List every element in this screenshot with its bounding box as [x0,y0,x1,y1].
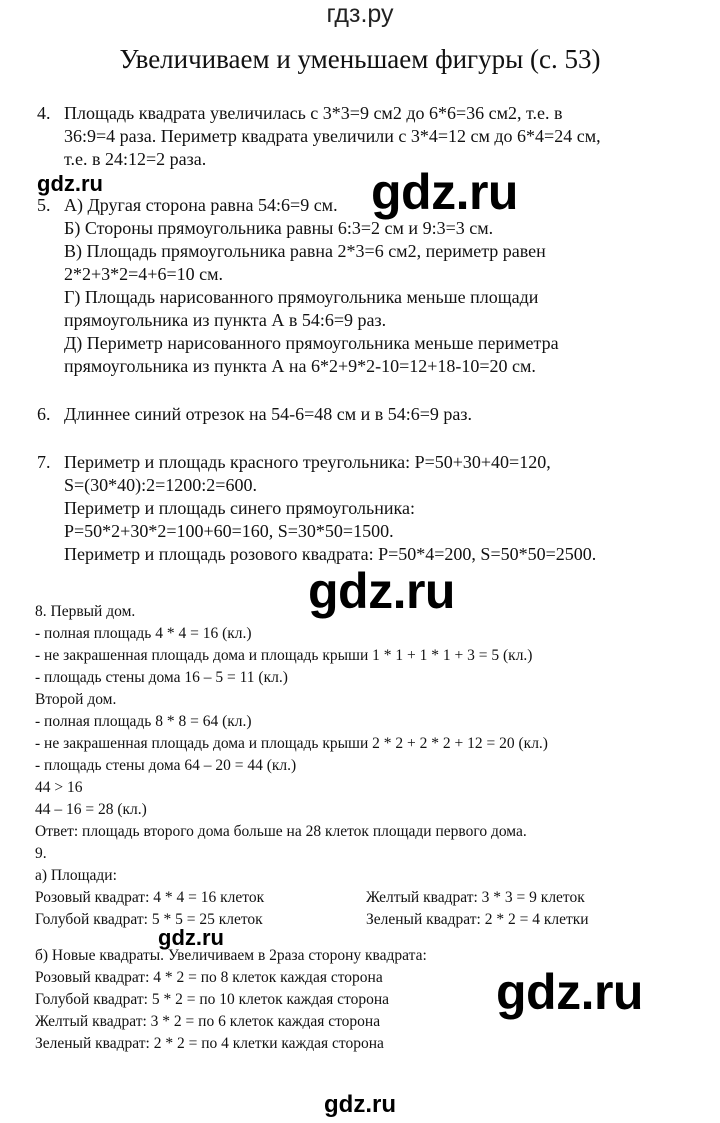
task-8-line: - площадь стены дома 64 – 20 = 44 (кл.) [35,757,297,774]
task-9-a-right [366,887,589,931]
task-9-b-line: Розовый квадрат: 4 * 2 = по 8 клеток каждая сторона [35,969,383,986]
task-4-number: 4. [37,103,51,123]
page-title: Увеличиваем и уменьшаем фигуры (с. 53) [119,44,601,74]
task-7-line: S=(30*40):2=1200:2=600. [64,475,257,495]
task-8-line: - не закрашенная площадь дома и площадь крыши 1 * 1 + 1 * 1 + 3 = 5 (кл.) [35,647,533,664]
task-5-line: 2*2+3*2=4+6=10 см. [64,264,223,284]
task-9-a-line: Голубой квадрат: 5 * 5 = 25 клеток [35,911,263,928]
task-8-line: 8. Первый дом. [35,603,136,620]
task-5-number: 5. [37,195,51,215]
task-4-line: Площадь квадрата увеличилась с 3*3=9 см2 до 6*6=36 см2, т.е. в [64,103,563,123]
site-header: гдз.ру [326,0,394,28]
task-8-line: - площадь стены дома 16 – 5 = 11 (кл.) [35,669,288,686]
task-7-line: Периметр и площадь розового квадрата: P=50*4=200, S=50*50=2500. [64,544,597,564]
task-9-b-line: Зеленый квадрат: 2 * 2 = по 4 клетки каждая сторона [35,1035,384,1052]
task-5-text [64,194,559,378]
task-8-line: Ответ: площадь второго дома больше на 28 клеток площади первого дома. [35,823,527,840]
task-9-b-line: б) Новые квадраты. Увеличиваем в 2раза сторону квадрата: [35,947,427,964]
task-8-line: - не закрашенная площадь дома и площадь крыши 2 * 2 + 2 * 2 + 12 = 20 (кл.) [35,735,548,752]
task-4-line: т.е. в 24:12=2 раза. [64,149,207,169]
task-5-line: В) Площадь прямоугольника равна 2*3=6 см2, периметр равен [64,241,546,261]
task-8-line: Второй дом. [35,691,117,708]
task-9-number: 9. [35,845,47,862]
watermark-large: gdz.ru [308,563,455,619]
task-8-line: 44 > 16 [35,779,83,796]
watermark-small: gdz.ru [158,925,224,950]
task-4-line: 36:9=4 раза. Периметр квадрата увеличили с 3*4=12 см до 6*4=24 см, [64,126,601,146]
task-7-line: Периметр и площадь синего прямоугольника: [64,498,415,518]
task-9-b-line: Голубой квадрат: 5 * 2 = по 10 клеток каждая сторона [35,991,390,1008]
watermark-small: gdz.ru [37,171,103,196]
watermark-large: gdz.ru [371,164,518,220]
task-6-text: Длиннее синий отрезок на 54-6=48 см и в 54:6=9 раз. [64,404,472,424]
task-9-a-title: а) Площади: [35,867,117,884]
watermark-large: gdz.ru [496,964,643,1020]
task-9-a-line: Желтый квадрат: 3 * 3 = 9 клеток [366,889,585,906]
footer-watermark: gdz.ru [324,1091,396,1118]
task-8-line: - полная площадь 8 * 8 = 64 (кл.) [35,713,252,730]
task-7-text [64,451,596,566]
task-6-number: 6. [37,404,51,424]
task-9-a-left [35,887,264,931]
task-4-text [64,102,601,171]
task-7-line: Периметр и площадь красного треугольника: P=50+30+40=120, [64,452,551,472]
task-9-b-text [35,945,427,1055]
task-5-line: Г) Площадь нарисованного прямоугольника меньше площади [64,287,539,307]
task-5-line: прямоугольника из пункта А на 6*2+9*2-10=12+18-10=20 см. [64,356,536,376]
task-9-a-line: Розовый квадрат: 4 * 4 = 16 клеток [35,889,265,906]
task-9-b-line: Желтый квадрат: 3 * 2 = по 6 клеток каждая сторона [35,1013,381,1030]
task-5-line: прямоугольника из пункта А в 54:6=9 раз. [64,310,387,330]
task-8-line: - полная площадь 4 * 4 = 16 (кл.) [35,625,252,642]
task-5-line: Д) Периметр нарисованного прямоугольника меньше периметра [64,333,559,353]
task-8-line: 44 – 16 = 28 (кл.) [35,801,147,818]
task-9-a-line: Зеленый квадрат: 2 * 2 = 4 клетки [366,911,589,928]
task-8-text [35,601,548,843]
task-7-number: 7. [37,452,51,472]
task-7-line: P=50*2+30*2=100+60=160, S=30*50=1500. [64,521,394,541]
task-5-line: А) Другая сторона равна 54:6=9 см. [64,195,338,215]
task-5-line: Б) Стороны прямоугольника равны 6:3=2 см и 9:3=3 см. [64,218,494,238]
